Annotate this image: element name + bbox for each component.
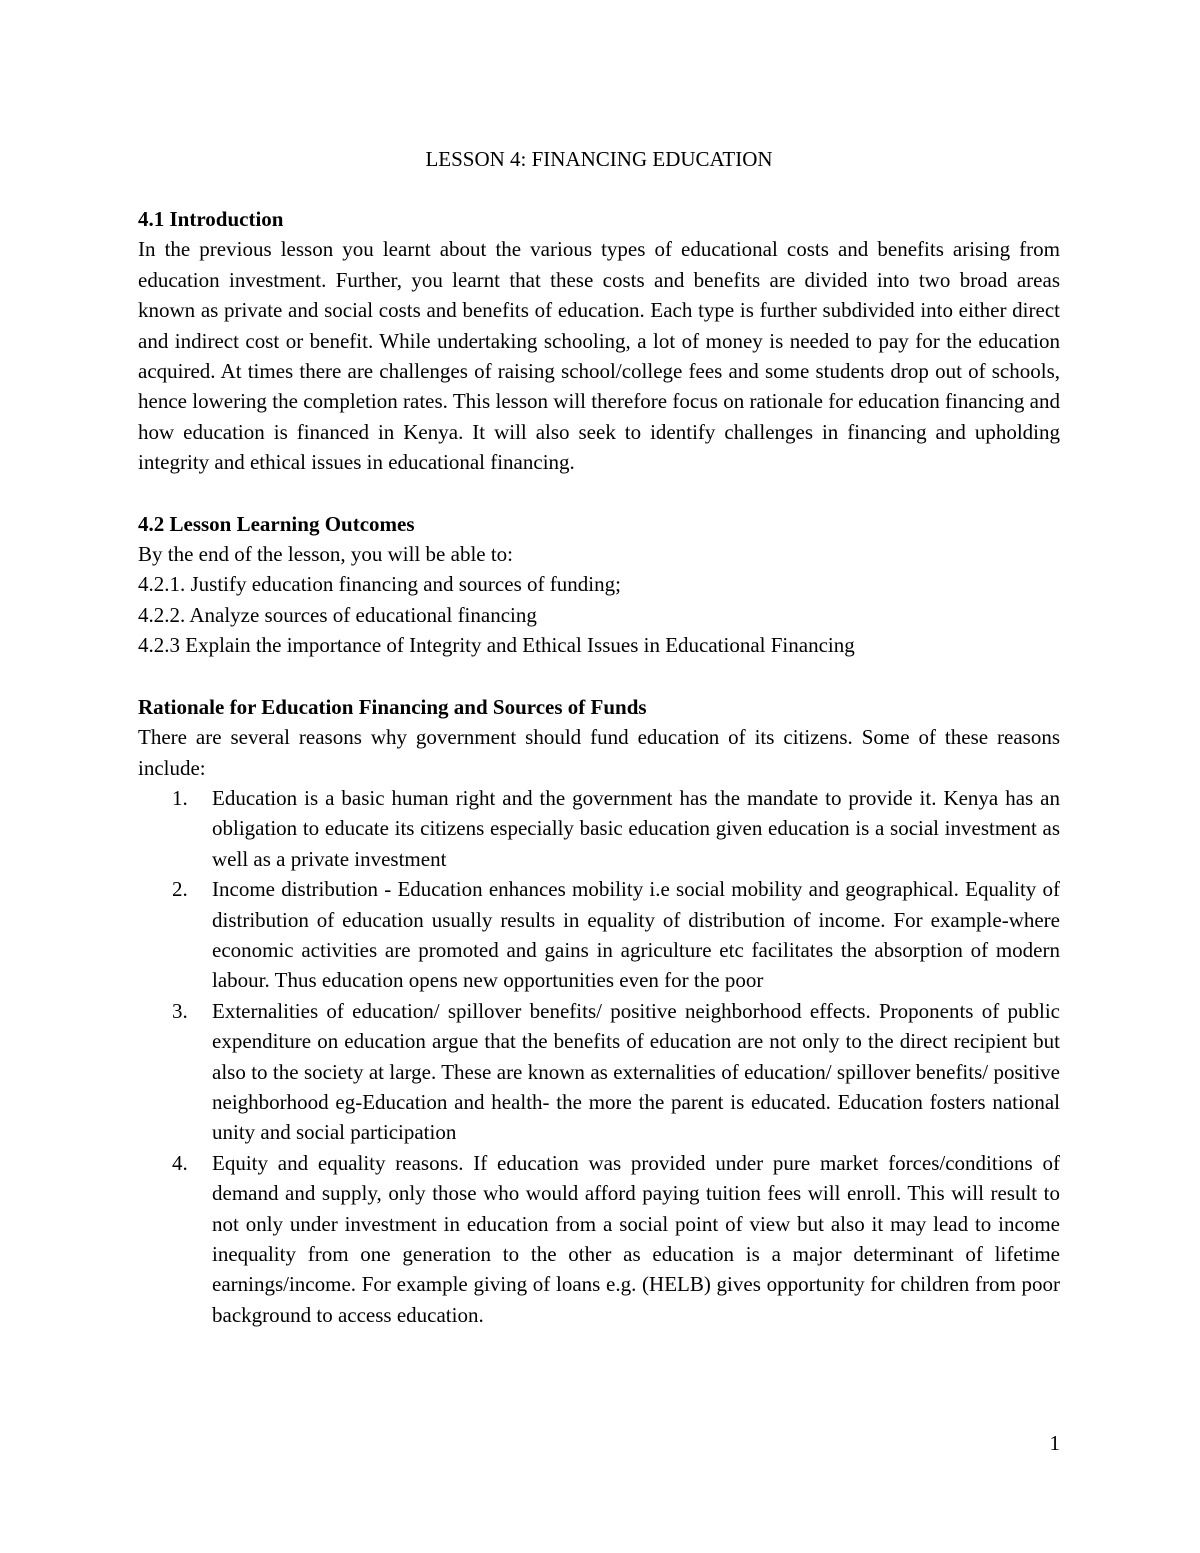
list-item-number: 3. (172, 998, 188, 1023)
spacer (138, 661, 1060, 692)
page-content (138, 144, 1060, 1330)
rationale-heading: Rationale for Education Financing and Sources of Funds (138, 694, 647, 719)
page-number: 1 (1049, 1431, 1060, 1455)
document-title: LESSON 4: FINANCING EDUCATION (425, 147, 773, 171)
reasons-list (138, 783, 1060, 1330)
list-item-text: Equity and equality reasons. If education was provided under pure market forces/conditions of demand and supply, only those who would afford paying tuition fees will enroll. This will result to not only under investment in education from a social point of view but also it may lead to income inequality from one generation to the other as education is a major determinant of lifetime earnings/income. For example giving of loans e.g. (HELB) gives opportunity for children from poor background to access education. (212, 1150, 1060, 1327)
outcomes-heading: 4.2 Lesson Learning Outcomes (138, 511, 415, 536)
outcome-item-3: 4.2.3 Explain the importance of Integrity and Ethical Issues in Educational Financing (138, 633, 855, 658)
spacer (138, 174, 1060, 204)
outcome-item-2: 4.2.2. Analyze sources of educational financing (138, 602, 537, 627)
outcome-item-1: 4.2.1. Justify education financing and sources of funding; (138, 572, 621, 597)
introduction-paragraph: In the previous lesson you learnt about the various types of educational costs and benefits arising from education investment. Further, you learnt that these costs and benefits are divided into two broad areas known as private and social costs and benefits of education. Each type is further subdivided into either direct and indirect cost or benefit. While undertaking schooling, a lot of money is needed to pay for the education acquired. At times there are challenges of raising school/college fees and some students drop out of schools, hence lowering the completion rates. This lesson will therefore focus on rationale for education financing and how education is financed in Kenya. It will also seek to identify challenges in financing and upholding integrity and ethical issues in educational financing. (138, 237, 1060, 475)
list-item-text: Externalities of education/ spillover benefits/ positive neighborhood effects. Proponents of public expenditure on education argue that the benefits of education are not only to the direct recipient but also to the society at large. These are known as externalities of education/ spillover benefits/ positive neighborhood eg-Education and health- the more the parent is educated. Education fosters national unity and social participation (212, 998, 1060, 1145)
spacer (138, 478, 1060, 509)
list-item (138, 1148, 1060, 1330)
rationale-intro: There are several reasons why government should fund education of its citizens. Some of these reasons include: (138, 725, 1060, 780)
list-item (138, 783, 1060, 874)
list-item-number: 4. (172, 1150, 188, 1175)
list-item-number: 2. (172, 877, 188, 902)
introduction-heading: 4.1 Introduction (138, 207, 284, 231)
outcomes-intro: By the end of the lesson, you will be able to: (138, 542, 514, 567)
list-item (138, 874, 1060, 996)
list-item-text: Education is a basic human right and the government has the mandate to provide it. Kenya has an obligation to educate its citizens especially basic education given education is a social investment as well as a private investment (212, 785, 1060, 871)
list-item-number: 1. (172, 785, 188, 810)
list-item (138, 996, 1060, 1148)
list-item-text: Income distribution - Education enhances mobility i.e social mobility and geographical. Equality of distribution of education usually results in equality of distribution of income. For example-where economic activities are promoted and gains in agriculture etc facilitates the absorption of modern labour. Thus education opens new opportunities even for the poor (212, 877, 1060, 993)
